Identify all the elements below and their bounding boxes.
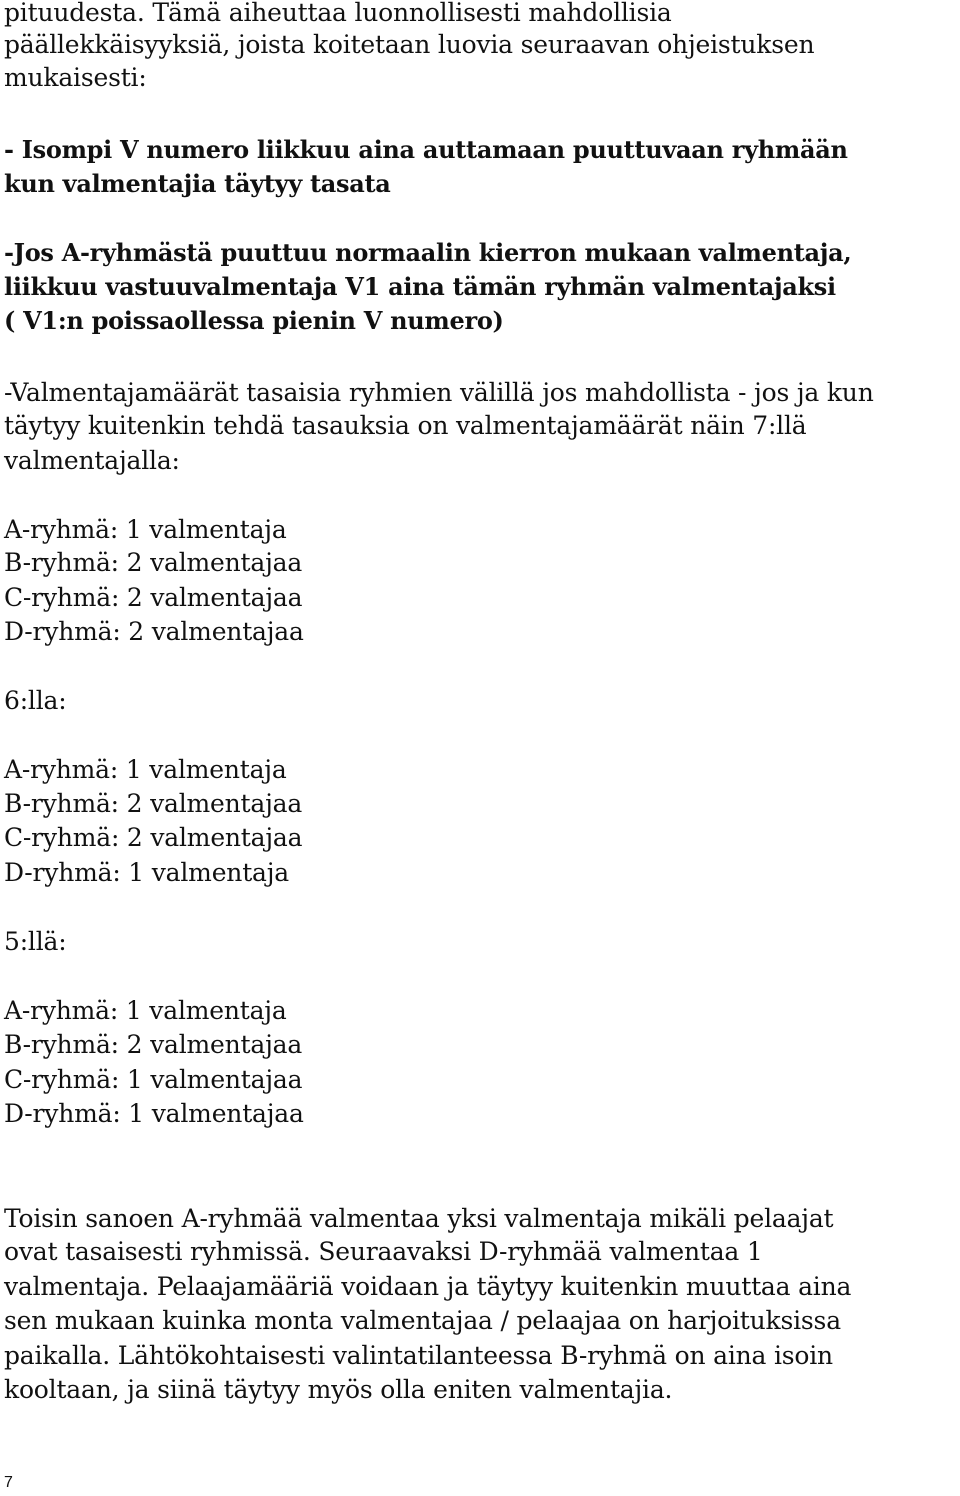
summary-line: ovat tasaisesti ryhmissä. Seuraavaksi D-ryhmää valmentaa 1 [4,1237,763,1266]
intro-line: mukaisesti: [4,63,147,92]
group-allocation-line: A-ryhmä: 1 valmentaja [4,996,287,1025]
group-allocation-line: B-ryhmä: 2 valmentajaa [4,1030,303,1059]
group-allocation-line: C-ryhmä: 1 valmentajaa [4,1065,303,1094]
rule-line: - Isompi V numero liikkuu aina auttamaan puuttuvaan ryhmään [4,135,848,164]
group-allocation-line: D-ryhmä: 2 valmentajaa [4,617,304,646]
rule-line: liikkuu vastuuvalmentaja V1 aina tämän ryhmän valmentajaksi [4,272,836,301]
rule-line: ( V1:n poissaollessa pienin V numero) [4,306,504,335]
group-allocation-line: D-ryhmä: 1 valmentaja [4,858,289,887]
rule-line: kun valmentajia täytyy tasata [4,169,391,198]
section-heading: 6:lla: [4,686,67,715]
summary-line: valmentaja. Pelaajamääriä voidaan ja täytyy kuitenkin muuttaa aina [4,1272,852,1301]
group-allocation-line: C-ryhmä: 2 valmentajaa [4,583,303,612]
group-allocation-line: B-ryhmä: 2 valmentajaa [4,789,303,818]
section-heading: 5:llä: [4,927,67,956]
summary-line: kooltaan, ja siinä täytyy myös olla eniten valmentajia. [4,1375,673,1404]
rule-line: täytyy kuitenkin tehdä tasauksia on valmentajamäärät näin 7:llä [4,411,807,440]
rule-line: -Jos A-ryhmästä puuttuu normaalin kierron mukaan valmentaja, [4,238,852,267]
rule-line: valmentajalla: [4,446,180,475]
summary-line: Toisin sanoen A-ryhmää valmentaa yksi valmentaja mikäli pelaajat [4,1204,834,1233]
intro-line: pituudesta. Tämä aiheuttaa luonnollisesti mahdollisia [4,0,672,27]
rule-line: -Valmentajamäärät tasaisia ryhmien välillä jos mahdollista - jos ja kun [4,378,874,407]
summary-line: sen mukaan kuinka monta valmentajaa / pelaajaa on harjoituksissa [4,1306,841,1335]
page-number: 7 [4,1474,13,1491]
summary-line: paikalla. Lähtökohtaisesti valintatilanteessa B-ryhmä on aina isoin [4,1341,833,1370]
group-allocation-line: B-ryhmä: 2 valmentajaa [4,548,303,577]
intro-line: päällekkäisyyksiä, joista koitetaan luovia seuraavan ohjeistuksen [4,30,815,59]
group-allocation-line: A-ryhmä: 1 valmentaja [4,515,287,544]
group-allocation-line: C-ryhmä: 2 valmentajaa [4,823,303,852]
group-allocation-line: A-ryhmä: 1 valmentaja [4,755,287,784]
group-allocation-line: D-ryhmä: 1 valmentajaa [4,1099,304,1128]
